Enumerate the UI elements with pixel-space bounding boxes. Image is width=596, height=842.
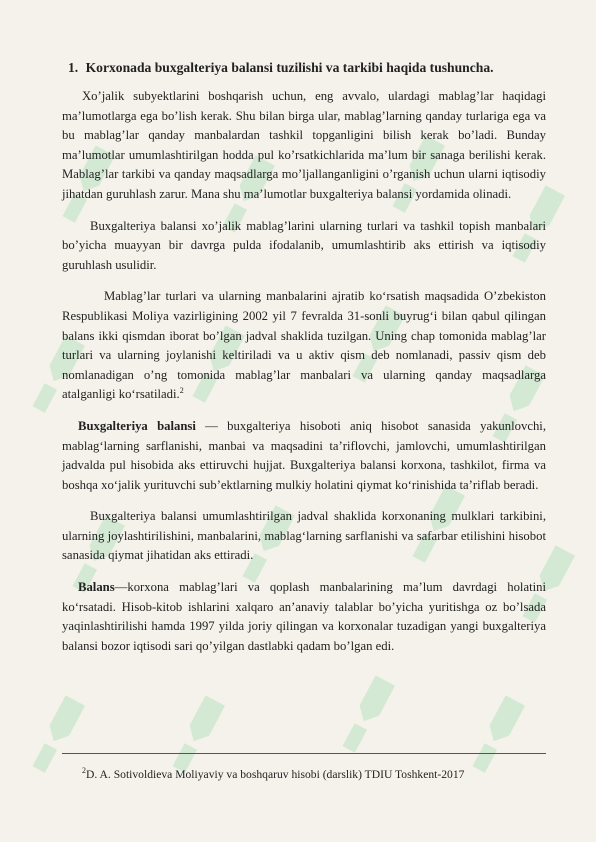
footnote-reference: 2 (179, 386, 184, 396)
footnote (82, 767, 464, 782)
paragraph-2: Buxgalteriya balansi xo’jalik mablag’larini ularning turlari va tashkil topish manbalari bo’yicha muayyan bir davrga pulda ifodalanib, umumlashtirib aks ettirish va iqtisodiy guruhlash usulidir. (62, 218, 546, 272)
footnote-divider (62, 753, 546, 754)
paragraph-3-text: Mablag’lar turlari va ularning manbalarini ajratib ko‘rsatish maqsadida O’zbekiston Respublikasi Moliya vazirligining 2002 yil 7 fevralda 31-sonli buyrug‘i bilan qabul qilingan balans ikki qismdan iborat bo’lgan jadval shaklida tuzilgan. Uning chap tomonida mablag’lar turlari va ularning joylanishi keltiriladi va u aktiv qism deb nomlanadi, passiv qism deb nomlanadigan o’ng tomonida mablag’lar manbalari va ularning qanday maqsadlarga atalganligi ko‘rsatiladi. (62, 289, 546, 402)
paragraph-6 (62, 578, 546, 656)
paragraph-4 (62, 417, 546, 495)
footnote-text: D. A. Sotivoldieva Moliyaviy va boshqaruv hisobi (darslik) TDIU Toshkent-2017 (86, 768, 465, 781)
paragraph-1: Xo’jalik subyektlarini boshqarish uchun, eng avvalo, ulardagi mablag’lar haqidagi ma’lumotlarga ega bo’lish kerak. Shu bilan birga ular, mablag’larning qanday turlariga ega va bu mablag’lar qanday manbalardan tashkil topganligini bilish kerak bo’ladi. Bunday ma’lumotlar umumlashtirilgan hodda pul ko’rsatkichlarida ma’lum bir sanaga berilishi kerak. Mablag’lar tarkibi va qanday maqsadlarga mo’ljallanganligini o’rganish uchun ularni iqtisodiy jihatdan guruhlash zarur. Mana shu ma’lumotlar buxgalteriya balansi yordamida olinadi. (62, 89, 546, 201)
paragraph-6-text: —korxona mablag’lari va qoplash manbalarining ma’lum davrdagi holatini ko‘rsatadi. Hisob-kitob ishlarini xalqaro an’anaviy talablar bo’yicha yuritishga oz bo’lsada yaqinlashtirilishi hamda 1997 yilda joriy qilingan va korxonalar tuzadigan yangi buxgalteriya balansi bozor iqtisodi sari qo’yilgan dastlabki qadam bo’lgan edi. (62, 580, 546, 653)
section-heading (68, 58, 546, 77)
shield-watermark-icon (331, 667, 403, 762)
term-balans: Balans (78, 580, 115, 595)
paragraph-5: Buxgalteriya balansi umumlashtirilgan jadval shaklida korxonaning mulklari tarkibini, ularning joylashtirilishini, manbalarini, mablag‘larning sarflanishi va safarbar etilishini hisobot sanasida qiymat jihatidan aks ettiradi. (62, 509, 546, 563)
footnote-mark: 2 (82, 766, 86, 776)
section-title: Korxonada buxgalteriya balansi tuzilishi va tarkibi haqida tushuncha. (85, 60, 494, 75)
document-page (62, 58, 546, 656)
paragraph-3 (62, 287, 546, 405)
section-number: 1. (68, 60, 79, 75)
paragraph-4-text: — buxgalteriya hisoboti aniq hisobot sanasida yakunlovchi, mablag‘larning sarflanishi, manbai va maqsadini ta’riflovchi, jamlovchi, umumlashtirilgan jadvalda pul hisobida aks ettiruvchi hujjat. Buxgalteriya balansi korxona, tashkilot, firma va boshqa xo‘jalik yurituvchi sub’ektlarning mulkiy holatini qiymat ko‘rinishida ta’riflab beradi. (62, 418, 546, 492)
shield-watermark-icon (461, 687, 533, 782)
term-buxgalteriya-balansi: Buxgalteriya balansi (78, 418, 196, 433)
